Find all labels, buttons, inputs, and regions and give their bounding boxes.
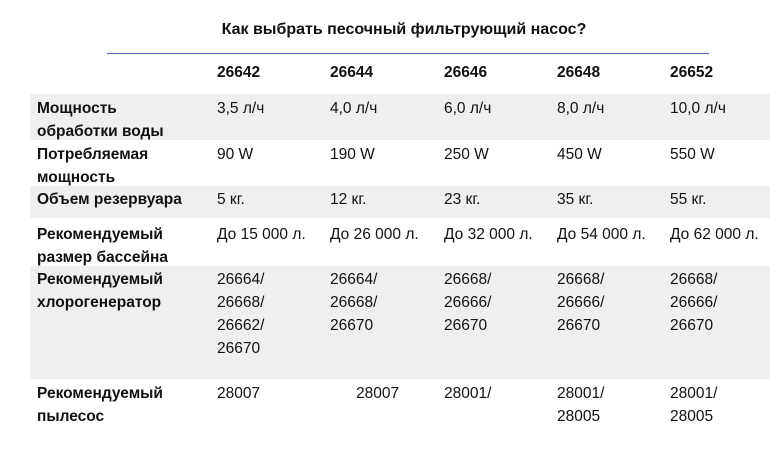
row-label: Рекомендуемый размер бассейна [37, 226, 169, 266]
table-cell: 450 W [557, 146, 602, 163]
table-cell: 55 кг. [670, 191, 707, 208]
model-header: 26642 [217, 64, 261, 81]
table-cell: 10,0 л/ч [670, 100, 726, 117]
table-cell: 26668/ 26666/ 26670 [670, 271, 718, 334]
title-underline [107, 53, 709, 54]
model-header: 26646 [444, 64, 488, 81]
table-cell: 28007 [356, 385, 400, 402]
table-cell: 250 W [444, 146, 489, 163]
model-header: 26652 [670, 64, 714, 81]
table-cell: 12 кг. [330, 191, 367, 208]
row-label: Объем резервуара [37, 191, 182, 208]
table-cell: 26668/ 26666/ 26670 [444, 271, 492, 334]
table-cell: 28001/ [444, 385, 492, 402]
table-cell: 35 кг. [557, 191, 594, 208]
table-cell: 5 кг. [217, 191, 245, 208]
table-cell: До 54 000 л. [557, 226, 646, 243]
row-label: Потребляемая мощность [37, 146, 149, 186]
table-cell: До 32 000 л. [444, 226, 533, 243]
row-label: Рекомендуемый хлорогенератор [37, 271, 163, 311]
model-header: 26648 [557, 64, 601, 81]
page-title: Как выбрать песочный фильтрующий насос? [221, 21, 587, 38]
table-cell: 550 W [670, 146, 715, 163]
table-cell: 26664/ 26668/ 26662/ 26670 [217, 271, 265, 357]
table-cell: 90 W [217, 146, 254, 163]
table-cell: 28001/ 28005 [670, 385, 718, 425]
table-cell: 6,0 л/ч [444, 100, 492, 117]
row-label: Рекомендуемый пылесос [37, 385, 163, 425]
table-cell: 4,0 л/ч [330, 100, 378, 117]
table-cell: 28007 [217, 385, 261, 402]
table-cell: 3,5 л/ч [217, 100, 265, 117]
row-label: Мощность обработки воды [37, 100, 164, 140]
table-cell: 190 W [330, 146, 375, 163]
table-cell: До 26 000 л. [330, 226, 419, 243]
table-cell: 23 кг. [444, 191, 481, 208]
table-cell: 8,0 л/ч [557, 100, 605, 117]
table-cell: 28001/ 28005 [557, 385, 605, 425]
table-cell: 26668/ 26666/ 26670 [557, 271, 605, 334]
table-cell: 26664/ 26668/ 26670 [330, 271, 378, 334]
table-cell: До 62 000 л. [670, 226, 759, 243]
model-header: 26644 [330, 64, 374, 81]
table-cell: До 15 000 л. [217, 226, 306, 243]
